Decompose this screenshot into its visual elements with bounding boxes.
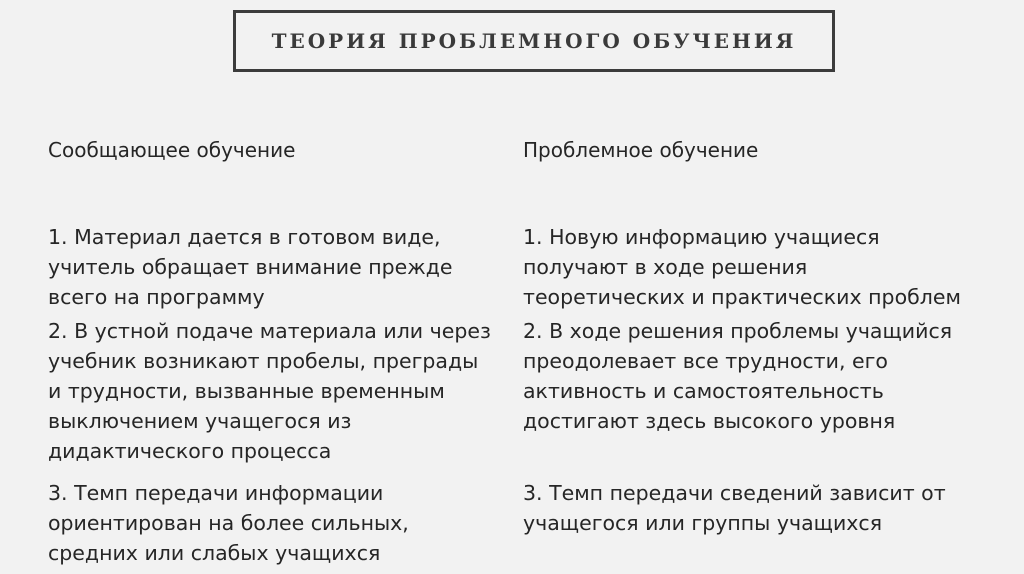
left-item-2	[48, 316, 491, 466]
left-item-2-line-5: дидактического процесса	[48, 439, 332, 463]
title-box	[233, 10, 835, 72]
right-item-2-line-2: преодолевает все трудности, его	[523, 349, 888, 373]
left-item-1-line-1: 1. Материал дается в готовом виде,	[48, 225, 441, 249]
left-item-3-line-2: ориентирован на более сильных,	[48, 511, 409, 535]
right-item-2	[523, 316, 952, 436]
left-column-heading: Сообщающее обучение	[48, 138, 296, 162]
page-title: ТЕОРИЯ ПРОБЛЕМНОГО ОБУЧЕНИЯ	[271, 29, 797, 53]
right-item-2-line-1: 2. В ходе решения проблемы учащийся	[523, 319, 953, 343]
left-item-2-line-2: учебник возникают пробелы, преграды	[48, 349, 479, 373]
right-item-2-line-3: активность и самостоятельность	[523, 379, 884, 403]
right-item-1-line-3: теоретических и практических проблем	[523, 285, 961, 309]
right-item-1	[523, 222, 961, 312]
right-item-2-line-4: достигают здесь высокого уровня	[523, 409, 896, 433]
left-item-3-line-1: 3. Темп передачи информации	[48, 481, 384, 505]
left-item-3	[48, 478, 409, 568]
right-item-1-line-2: получают в ходе решения	[523, 255, 808, 279]
left-item-1-line-3: всего на программу	[48, 285, 265, 309]
left-item-2-line-4: выключением учащегося из	[48, 409, 352, 433]
right-item-3-line-1: 3. Темп передачи сведений зависит от	[523, 481, 946, 505]
right-item-3	[523, 478, 946, 538]
right-item-1-line-1: 1. Новую информацию учащиеся	[523, 225, 880, 249]
left-item-3-line-3: средних или слабых учащихся	[48, 541, 381, 565]
left-item-1	[48, 222, 453, 312]
left-item-2-line-1: 2. В устной подаче материала или через	[48, 319, 491, 343]
right-item-3-line-2: учащегося или группы учащихся	[523, 511, 883, 535]
right-column-heading: Проблемное обучение	[523, 138, 759, 162]
left-item-2-line-3: и трудности, вызванные временным	[48, 379, 445, 403]
left-item-1-line-2: учитель обращает внимание прежде	[48, 255, 453, 279]
